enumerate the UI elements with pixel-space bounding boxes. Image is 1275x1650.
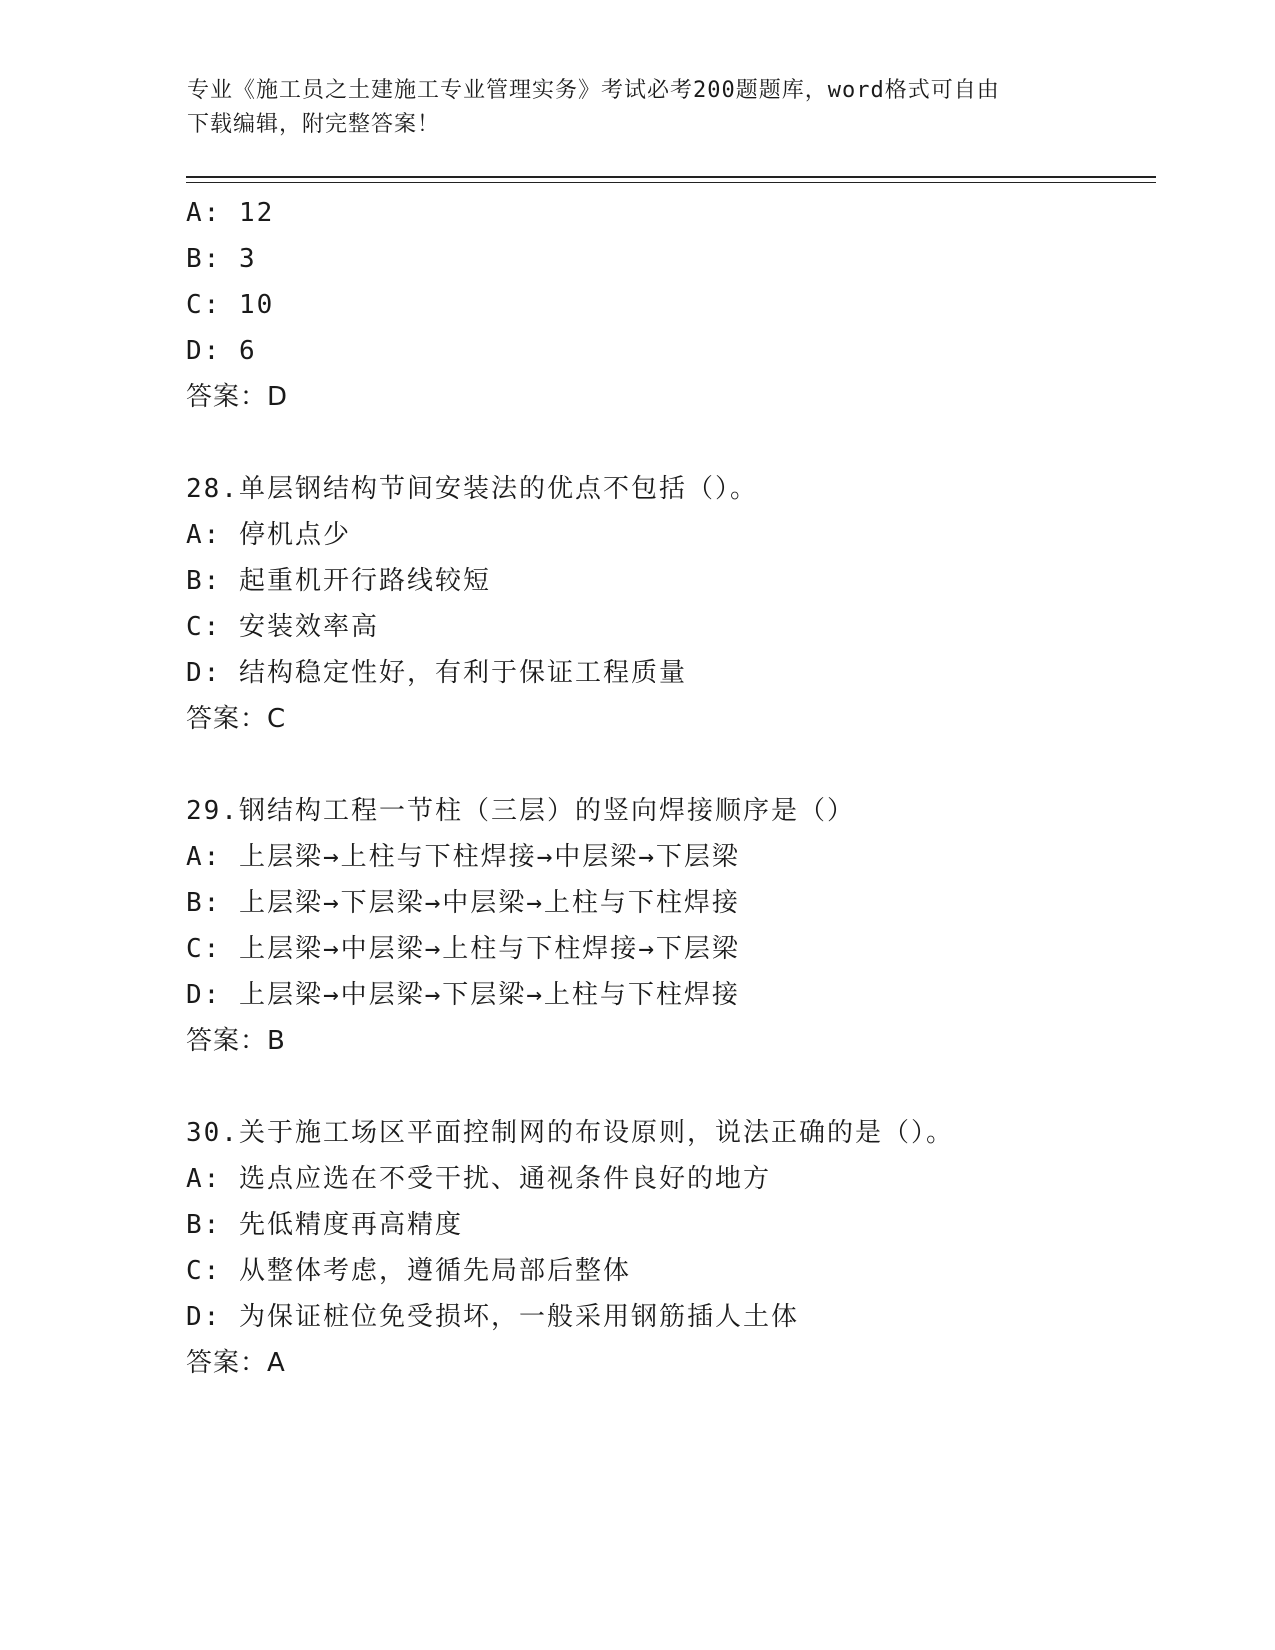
question-30 (186, 1110, 1146, 1386)
question-28 (186, 466, 1146, 742)
answer: 答案：C (186, 704, 287, 734)
option-d: D: 为保证桩位免受损坏，一般采用钢筋插人土体 (186, 1302, 799, 1332)
answer: 答案：B (186, 1026, 286, 1056)
answer: 答案：A (186, 1348, 286, 1378)
option-d: D: 6 (186, 336, 257, 366)
option-c: C: 10 (186, 290, 275, 320)
option-b: B: 起重机开行路线较短 (186, 566, 491, 596)
answer: 答案：D (186, 382, 289, 412)
header-divider-thick (186, 176, 1156, 178)
option-c: C: 从整体考虑，遵循先局部后整体 (186, 1256, 631, 1286)
question-text: 29.钢结构工程一节柱（三层）的竖向焊接顺序是（） (186, 796, 855, 826)
option-d: D: 结构稳定性好，有利于保证工程质量 (186, 658, 687, 688)
spacer (186, 742, 1146, 788)
spacer (186, 420, 1146, 466)
question-27 (186, 190, 1146, 420)
option-b: B: 上层梁→下层梁→中层梁→上柱与下柱焊接 (186, 888, 740, 918)
question-text: 30.关于施工场区平面控制网的布设原则，说法正确的是（）。 (186, 1118, 954, 1148)
option-a: A: 上层梁→上柱与下柱焊接→中层梁→下层梁 (186, 842, 740, 872)
header-line-2: 下载编辑，附完整答案！ (187, 112, 441, 137)
option-a: A: 选点应选在不受干扰、通视条件良好的地方 (186, 1164, 771, 1194)
option-a: A: 停机点少 (186, 520, 351, 550)
option-b: B: 先低精度再高精度 (186, 1210, 463, 1240)
option-d: D: 上层梁→中层梁→下层梁→上柱与下柱焊接 (186, 980, 740, 1010)
option-a: A: 12 (186, 198, 275, 228)
option-b: B: 3 (186, 244, 257, 274)
header-divider-thin (186, 182, 1156, 183)
option-c: C: 上层梁→中层梁→上柱与下柱焊接→下层梁 (186, 934, 740, 964)
document-header (187, 74, 1087, 142)
spacer (186, 1064, 1146, 1110)
question-text: 28.单层钢结构节间安装法的优点不包括（）。 (186, 474, 758, 504)
option-c: C: 安装效率高 (186, 612, 379, 642)
question-29 (186, 788, 1146, 1064)
header-line-1: 专业《施工员之土建施工专业管理实务》考试必考200题题库，word格式可自由 (187, 78, 1000, 103)
question-list (186, 190, 1146, 1386)
